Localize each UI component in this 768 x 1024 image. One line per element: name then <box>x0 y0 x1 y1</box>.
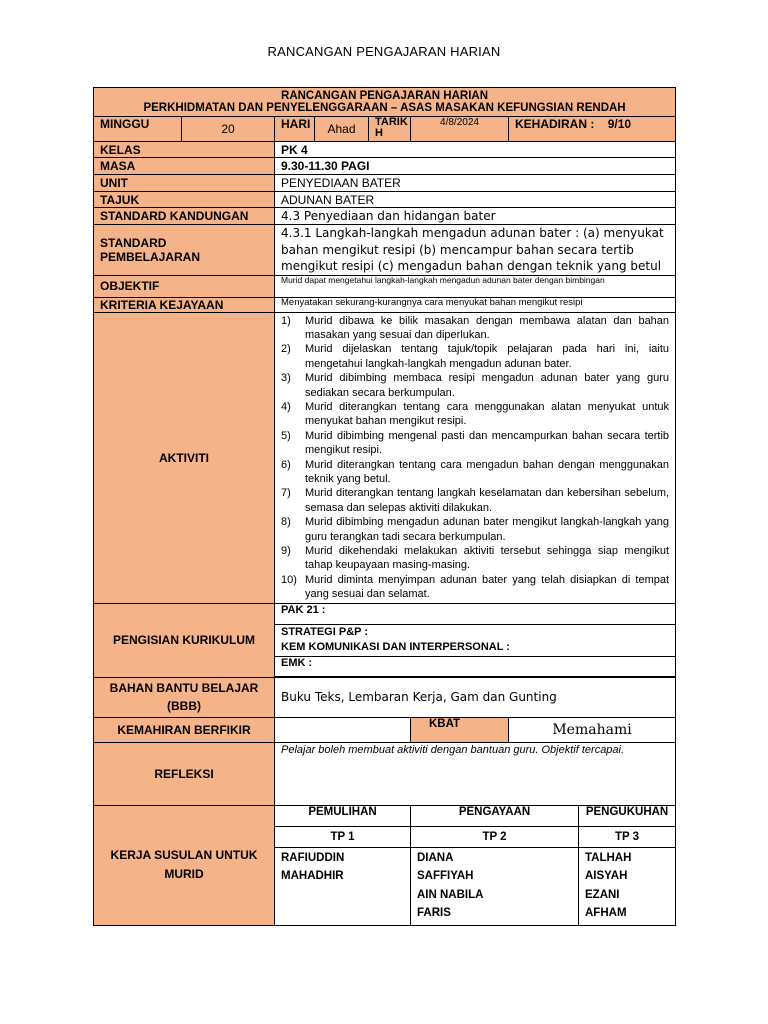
lesson-plan-table <box>93 87 676 926</box>
kriteria-kejayaan-value: Menyatakan sekurang-kurangnya cara menyukat bahan mengikut resipi <box>275 297 676 312</box>
aktiviti-item <box>281 400 669 429</box>
aktiviti-item-number: 6) <box>281 458 291 471</box>
kem: KEM KOMUNIKASI DAN INTERPERSONAL : <box>281 641 510 653</box>
student-name: RAFIUDDIN <box>281 851 345 864</box>
masa-value: 9.30-11.30 PAGI <box>275 158 676 175</box>
kehadiran-label: KEHADIRAN : <box>515 117 595 131</box>
student-name: FARIS <box>417 907 451 919</box>
aktiviti-item <box>281 458 669 487</box>
aktiviti-item-text: Murid dibimbing mengenal pasti dan mencampurkan bahan secara tertib mengikut resipi. <box>305 429 670 457</box>
tajuk-value: ADUNAN BATER <box>275 192 676 208</box>
standard-pembelajaran-value: 4.3.1 Langkah-langkah mengadun adunan bater : (a) menyukat bahan mengikut resipi (b) mencampur bahan secara tertib mengikut resipi (c) mengadun bahan dengan teknik yang betul <box>275 225 676 276</box>
aktiviti-item <box>281 371 669 400</box>
aktiviti-item-text: Murid diminta menyimpan adunan bater yang telah disiapkan di tempat yang sesuai dan selamat. <box>305 573 670 601</box>
aktiviti-item-number: 3) <box>281 372 291 385</box>
aktiviti-item-number: 2) <box>281 343 291 356</box>
kemahiran-berfikir-value <box>275 717 411 742</box>
kerja-susulan-label-line-2: MURID <box>164 867 204 881</box>
kelas-value: PK 4 <box>275 142 676 158</box>
kehadiran <box>509 117 676 142</box>
refleksi-label: REFLEKSI <box>94 742 275 805</box>
page-title: RANCANGAN PENGAJARAN HARIAN <box>267 44 501 59</box>
pemulihan-title: PEMULIHAN <box>275 805 411 826</box>
bbb-label <box>94 677 275 717</box>
aktiviti-item <box>281 429 669 458</box>
aktiviti-item <box>281 486 669 515</box>
aktiviti-item-text: Murid dibimbing membaca resipi mengadun adunan bater yang guru sediakan secara berkumpulan. <box>305 372 670 399</box>
aktiviti-item-text: Murid diterangkan tentang cara menggunakan alatan menyukat untuk menyukat bahan mengikut resipi. <box>305 400 670 428</box>
objektif-value: Murid dapat mengetahui langkah-langkah mengadun adunan bater dengan bimbingan <box>275 275 676 297</box>
header-line-2: PERKHIDMATAN DAN PENYELENGGARAAN – ASAS MASAKAN KEFUNGSIAN RENDAH <box>143 102 626 114</box>
aktiviti-item-number: 7) <box>281 487 291 500</box>
kbat-value: Memahami <box>509 717 676 742</box>
refleksi-value: Pelajar boleh membuat aktiviti dengan bantuan guru. Objektif tercapai. <box>275 742 676 805</box>
aktiviti-item <box>281 515 669 544</box>
unit-label: UNIT <box>94 175 275 192</box>
tajuk-label: TAJUK <box>94 192 275 208</box>
aktiviti-item-text: Murid diterangkan tentang cara mengadun bahan dengan menggunakan teknik yang betul. <box>305 458 670 485</box>
aktiviti-item-text: Murid dibawa ke bilik masakan dengan membawa alatan dan bahan masakan yang sesuai dan diperlukan. <box>305 314 670 341</box>
strategi-kem <box>275 624 676 656</box>
minggu-label: MINGGU <box>94 117 182 142</box>
aktiviti-item-number: 1) <box>281 314 291 327</box>
student-name: EZANI <box>585 888 620 901</box>
aktiviti-item <box>281 314 669 343</box>
aktiviti-item-number: 4) <box>281 400 291 413</box>
student-name: TALHAH <box>585 851 632 864</box>
aktiviti-item <box>281 342 669 371</box>
kehadiran-value: 9/10 <box>607 117 632 131</box>
bbb-value: Buku Teks, Lembaran Kerja, Gam dan Gunting <box>275 677 676 717</box>
student-name: AIN NABILA <box>417 888 484 901</box>
standard-pembelajaran-label: STANDARD PEMBELAJARAN <box>94 225 275 276</box>
bbb-label-line-2: (BBB) <box>167 699 201 713</box>
student-name: AISYAH <box>585 870 628 882</box>
tarikh-value: 4/8/2024 <box>411 117 509 142</box>
student-name: SAFFIYAH <box>417 870 474 882</box>
hari-value: Ahad <box>315 117 369 142</box>
standard-kandungan-label: STANDARD KANDUNGAN <box>94 208 275 225</box>
student-name: AFHAM <box>585 907 627 919</box>
kerja-susulan-label-line-1: KERJA SUSULAN UNTUK <box>110 848 258 862</box>
tp3: TP 3 <box>579 826 676 847</box>
minggu-value: 20 <box>182 117 275 142</box>
aktiviti-item-text: Murid dijelaskan tentang tajuk/topik pelajaran pada hari ini, iaitu mengetahui langkah-langkah mengadun adunan bater. <box>305 343 670 370</box>
masa-label: MASA <box>94 158 275 175</box>
aktiviti-item-text: Murid dikehendaki melakukan aktiviti tersebut sehingga siap mengikut tahap keupayaan masing-masing. <box>305 545 670 572</box>
pengayaan-title: PENGAYAAN <box>411 805 579 826</box>
bbb-label-line-1: BAHAN BANTU BELAJAR <box>109 681 259 695</box>
aktiviti-item-number: 10) <box>281 573 297 586</box>
pengukuhan-title: PENGUKUHAN <box>579 805 676 826</box>
aktiviti-label: AKTIVITI <box>94 312 275 603</box>
kbat-label-text: KBAT <box>429 717 461 730</box>
aktiviti-item <box>281 544 669 573</box>
strategi-pp: STRATEGI P&P : <box>281 626 368 638</box>
aktiviti-list-cell <box>275 312 676 603</box>
pengisian-kurikulum-label: PENGISIAN KURIKULUM <box>94 603 275 677</box>
pak21: PAK 21 : <box>275 603 676 624</box>
student-name: DIANA <box>417 851 454 864</box>
aktiviti-item-number: 9) <box>281 545 291 557</box>
aktiviti-item-text: Murid dibimbing mengadun adunan bater mengikut langkah-langkah yang guru terangkan tadi secara berkumpulan. <box>305 516 670 543</box>
tp1: TP 1 <box>275 826 411 847</box>
aktiviti-item-text: Murid diterangkan tentang langkah keselamatan dan kebersihan sebelum, semasa dan selepas aktiviti dilakukan. <box>305 487 670 514</box>
pengayaan-names <box>411 847 579 925</box>
pengukuhan-names <box>579 847 676 925</box>
table-header <box>94 88 676 117</box>
kriteria-kejayaan-label: KRITERIA KEJAYAAN <box>94 297 275 312</box>
kelas-label: KELAS <box>94 142 275 158</box>
standard-kandungan-value: 4.3 Penyediaan dan hidangan bater <box>275 208 676 225</box>
aktiviti-item-number: 5) <box>281 429 291 442</box>
aktiviti-item-number: 8) <box>281 516 291 529</box>
emk: EMK : <box>275 656 676 676</box>
kerja-susulan-label <box>94 805 275 925</box>
unit-value: PENYEDIAAN BATER <box>275 175 676 192</box>
objektif-label: OBJEKTIF <box>94 275 275 297</box>
pemulihan-names <box>275 847 411 925</box>
tarikh-label: TARIK H <box>369 117 411 142</box>
kbat-label <box>411 717 509 742</box>
header-line-1: RANCANGAN PENGAJARAN HARIAN <box>281 90 489 102</box>
student-name: MAHADHIR <box>281 870 344 882</box>
tp2: TP 2 <box>411 826 579 847</box>
aktiviti-list <box>281 314 669 602</box>
kemahiran-berfikir-label: KEMAHIRAN BERFIKIR <box>94 717 275 742</box>
aktiviti-item <box>281 573 669 602</box>
hari-label: HARI <box>275 117 315 142</box>
